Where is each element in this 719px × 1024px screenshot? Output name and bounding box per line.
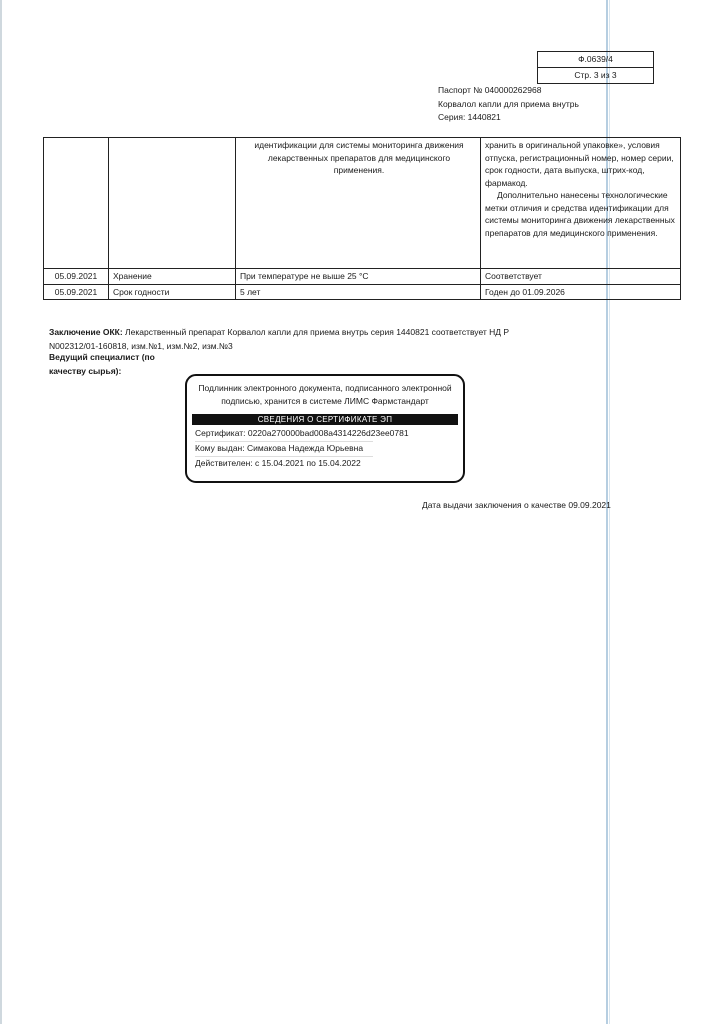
passport-number: Паспорт № 040000262968 bbox=[438, 85, 542, 95]
scan-edge bbox=[0, 0, 2, 1024]
qc-conclusion bbox=[49, 325, 529, 353]
certificate-number: Сертификат: 0220a270000bad008a4314226d23ee0781 bbox=[195, 428, 409, 438]
signature-intro: Подлинник электронного документа, подписанного электронной подписью, хранится в системе ЛИМС Фармстандарт bbox=[198, 383, 452, 406]
form-code-box bbox=[537, 51, 654, 84]
electronic-signature-stamp bbox=[185, 374, 465, 483]
table-row bbox=[44, 269, 681, 285]
cell-result: Годен до 01.09.2026 bbox=[481, 284, 681, 300]
cell-result bbox=[481, 138, 681, 269]
cell-requirement bbox=[236, 138, 481, 269]
cell-requirement: При температуре не выше 25 °С bbox=[236, 269, 481, 285]
cell-date: 05.09.2021 bbox=[44, 269, 109, 285]
certificate-holder: Кому выдан: Симакова Надежда Юрьевна bbox=[195, 441, 373, 454]
certificate-validity: Действителен: с 15.04.2021 по 15.04.2022 bbox=[195, 456, 373, 469]
cell-name bbox=[109, 138, 236, 269]
form-code: Ф.0639/4 bbox=[578, 54, 613, 64]
result-extra-text: Дополнительно нанесены технологические метки отличия и средства идентификации для системы мониторинга движения лекарственных препаратов для медицинского применения. bbox=[485, 190, 675, 238]
cell-date: 05.09.2021 bbox=[44, 284, 109, 300]
cell-name: Хранение bbox=[109, 269, 236, 285]
page-number: Стр. 3 из 3 bbox=[538, 67, 653, 83]
cell-requirement: 5 лет bbox=[236, 284, 481, 300]
series: Серия: 1440821 bbox=[438, 112, 501, 122]
cell-date bbox=[44, 138, 109, 269]
requirement-text: идентификации для системы мониторинга движения лекарственных препаратов для медицинского применения. bbox=[254, 140, 464, 175]
issue-date: Дата выдачи заключения о качестве 09.09.2021 bbox=[422, 500, 611, 510]
result-text: хранить в оригинальной упаковке», условия отпуска, регистрационный номер, номер серии, срок годности, дата выпуска, штрих-код, фармакод. bbox=[485, 140, 674, 188]
conclusion-text: Лекарственный препарат Корвалол капли для приема внутрь серия 1440821 соответствует НД Р N002312/01-160818, изм.№1, изм.№2, изм.№3 bbox=[49, 327, 510, 351]
table-row bbox=[44, 138, 681, 269]
conclusion-label: Заключение ОКК: bbox=[49, 327, 123, 337]
test-results-table bbox=[43, 137, 681, 300]
table-row bbox=[44, 284, 681, 300]
specialist-label: Ведущий специалист (по качеству сырья): bbox=[49, 352, 155, 376]
product-name: Корвалол капли для приема внутрь bbox=[438, 98, 579, 109]
passport-block bbox=[438, 84, 579, 125]
certificate-info-header: СВЕДЕНИЯ О СЕРТИФИКАТЕ ЭП bbox=[192, 414, 458, 425]
cell-result: Соответствует bbox=[481, 269, 681, 285]
cell-name: Срок годности bbox=[109, 284, 236, 300]
